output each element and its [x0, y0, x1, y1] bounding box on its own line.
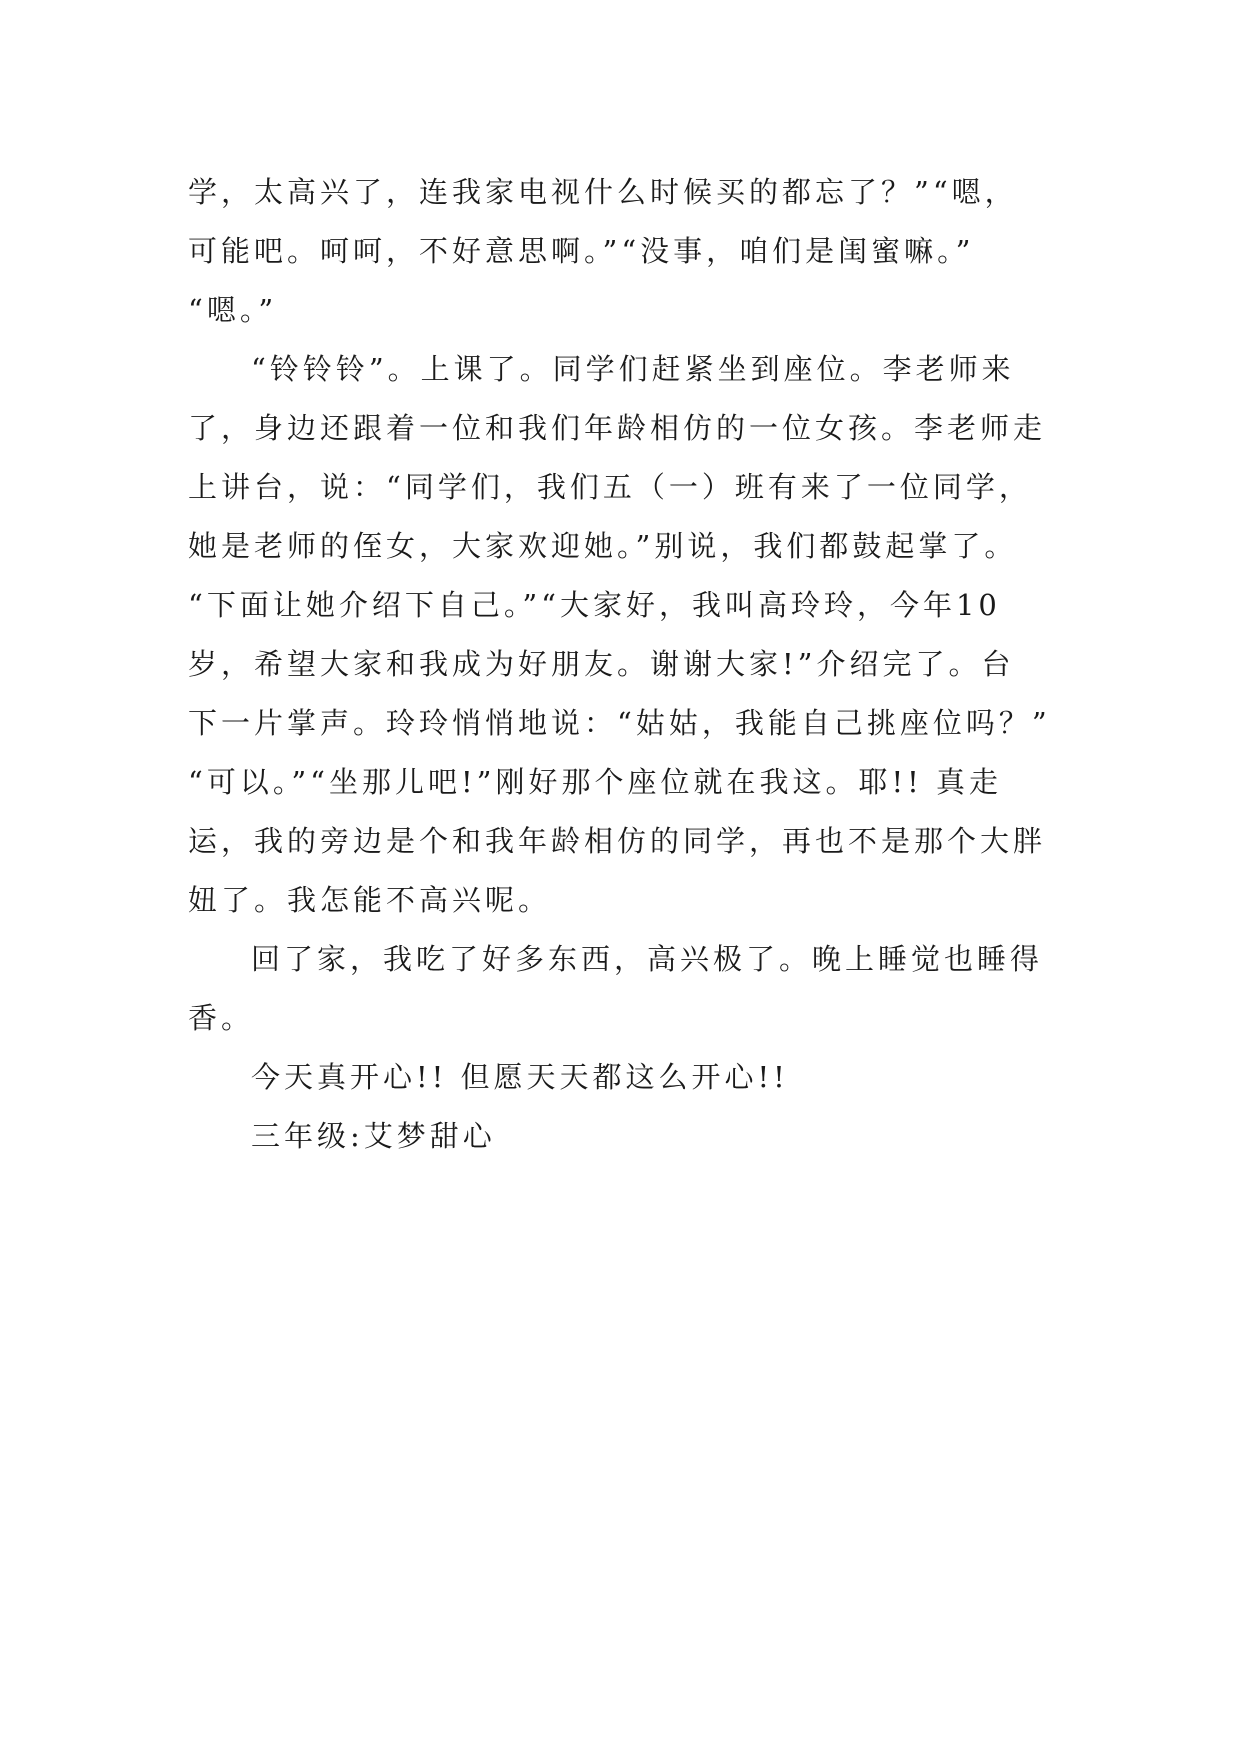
text-line: 了，身边还跟着一位和我们年龄相仿的一位女孩。李老师走	[188, 411, 1047, 445]
paragraph-3	[188, 930, 1058, 1048]
text-line: 回了家，我吃了好多东西，高兴极了。晚上睡觉也睡得	[251, 942, 1044, 976]
text-line: “铃铃铃”。上课了。同学们赶紧坐到座位。李老师来	[251, 352, 1015, 386]
text-line: “嗯。”	[188, 293, 278, 327]
paragraph-4	[188, 1048, 1058, 1107]
text-line: 上讲台，说：“同学们，我们五（一）班有来了一位同学，	[188, 470, 1032, 504]
text-line: 可能吧。呵呵，不好意思啊。”“没事，咱们是闺蜜嘛。”	[188, 234, 975, 268]
document-body	[188, 163, 1058, 1166]
text-line: 今天真开心!! 但愿天天都这么开心!!	[251, 1060, 789, 1094]
text-line: 下一片掌声。玲玲悄悄地说：“姑姑，我能自己挑座位吗？”	[188, 706, 1051, 740]
text-line: 妞了。我怎能不高兴呢。	[188, 883, 552, 917]
paragraph-2	[188, 340, 1058, 930]
text-line: 运，我的旁边是个和我年龄相仿的同学，再也不是那个大胖	[188, 824, 1047, 858]
author-signature	[188, 1107, 1058, 1166]
text-line: “下面让她介绍下自己。”“大家好，我叫高玲玲，今年10	[188, 588, 1001, 622]
text-line: “可以。”“坐那儿吧!”刚好那个座位就在我这。耶!! 真走	[188, 765, 1002, 799]
text-line: 她是老师的侄女，大家欢迎她。”别说，我们都鼓起掌了。	[188, 529, 1018, 563]
text-line: 岁，希望大家和我成为好朋友。谢谢大家!”介绍完了。台	[188, 647, 1015, 681]
text-line: 香。	[188, 1001, 255, 1035]
author-line: 三年级:艾梦甜心	[251, 1119, 496, 1153]
paragraph-1	[188, 163, 1058, 340]
text-line: 学，太高兴了，连我家电视什么时候买的都忘了？”“嗯，	[188, 175, 1018, 209]
